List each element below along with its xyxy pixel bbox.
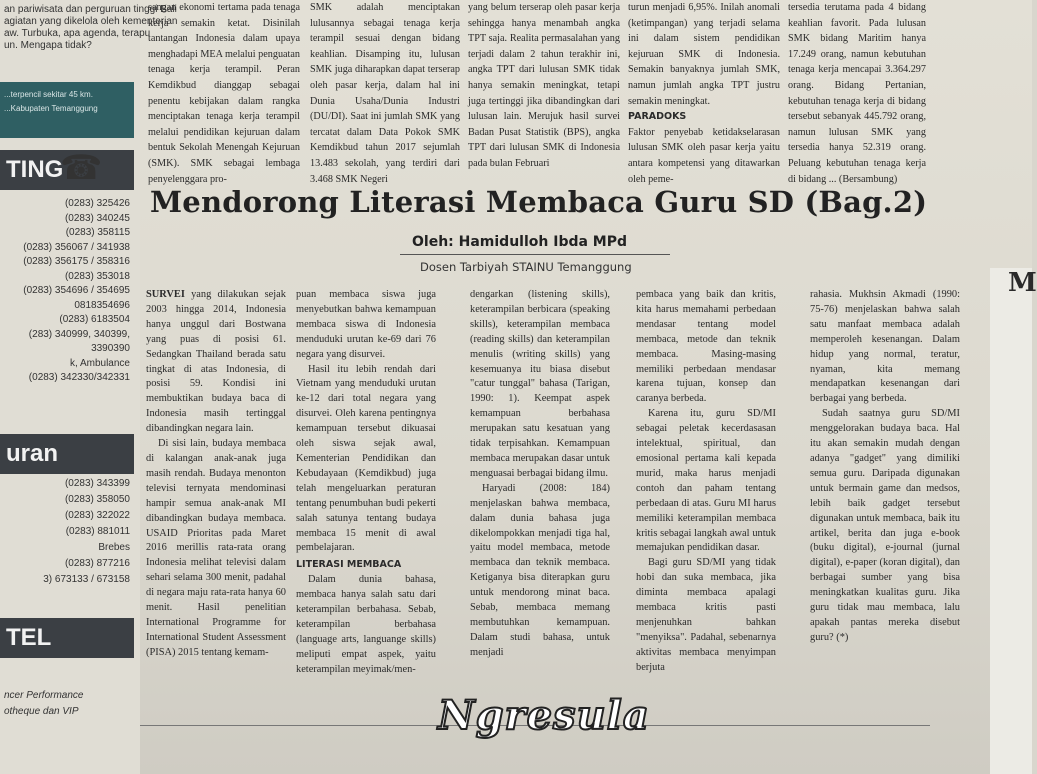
phone-number: Brebes	[98, 542, 130, 553]
paragraph-text: yang dilakukan sejak 2003 hingga 2014, Indonesia hanya unggul dari Bostwana yang puas di posisi 61. Sedangkan Thailand berada satu tingkat di atas Indonesia, di posisi 59. Kondisi ini membuktikan budaya baca di Indonesia masih tertinggal dibandingkan negara lain.	[146, 289, 286, 435]
section-band-tel: TEL	[0, 618, 134, 658]
strip-text: sangan ekonomi tertama pada tenaga kerja semakin ketat. Disinilah tantangan Indonesia dalam upaya menghadapi MEA melalui penguatan tenaga kerja terampil. Peran Kemdikbud dianggap sebagai penentu kebijakan dalam rangka menciptakan tenaga kerja terampil melalui pendidikan kejuruan dalam bentuk Sekolah Menengah Kejuruan (SMK). SMK sebagai lembaga penyelenggara pro-	[148, 2, 300, 185]
phone-number: (0283) 342330/342331	[28, 372, 130, 383]
article-headline: Mendorong Literasi Membaca Guru SD (Bag.2)	[150, 185, 928, 219]
article-column-5	[810, 288, 960, 646]
phone-number: 0818354696	[74, 299, 130, 311]
phone-number: (0283) 354696 / 354695	[23, 285, 130, 296]
article-column-4	[636, 288, 776, 676]
phone-number: (0283) 343399	[64, 478, 130, 489]
phone-number: (0283) 358050	[64, 494, 130, 505]
ad-line: an pariwisata dan perguruan tinggi Bali	[4, 4, 177, 15]
phone-number: (0283) 877216	[64, 558, 130, 569]
article-paragraph: Karena itu, guru SD/MI sebagai peletak kecerdasasan intelektual, spiritual, dan emosional pertama kali kepada murid, maka harus menjadi contoh dan paham tentang perbedaan di atas. Guru MI harus memiliki keterampilan membaca kritis sebagai langkah awal untuk memajukan pendidikan dasar.	[636, 408, 776, 554]
phone-number: (0283) 322022	[64, 510, 130, 521]
section-band-uran: uran	[0, 434, 134, 474]
right-edge-page	[990, 268, 1032, 774]
article-paragraph: Bagi guru SD/MI yang tidak hobi dan suka membaca, jika diminta membaca apalagi membaca kritis pasti menjenuhkan bahkan "menyiksa". Padahal, sebenarnya aktivitas membaca menyimpan berjuta	[636, 557, 776, 673]
ad-line: ...terpencil sekitar 45 km.	[4, 90, 93, 99]
right-edge-letter: M	[1008, 268, 1037, 298]
ad-line: agiatan yang dikelola oleh kementerian	[4, 16, 178, 27]
article-paragraph: Di sisi lain, budaya membaca di kalangan anak-anak juga masih rendah. Budaya menonton televisi ternyata mendominasi hampir semua anak-anak MI dibandingkan budaya membaca. USAID Prioritas pada Maret 2016 merillis rata-rata orang Indonesia melihat televisi dalam sehari selama 300 menit, padahal di negara maju rata-rata hanya 60 menit. Hasil penelitian International Programme for International Student Assessment (PISA) 2015 tentang kemam-	[146, 438, 286, 658]
section-subheading: LITERASI MEMBACA	[296, 559, 402, 571]
ad-line: ncer Performance	[4, 690, 84, 701]
article-column-1	[146, 288, 286, 661]
phone-number: (0283) 356067 / 341938	[23, 241, 130, 253]
article-paragraph: dengarkan (listening skills), keterampilan berbicara (speaking skills), keterampilan membaca (reading skills) dan keterampilan menulis (writing skills) yang kesemuanya itu biasa disebut "catur tunggal" bahasa (Tarigan, 1990: 1). Keempat aspek kemampuan berbahasa merupakan satu kesatuan yang tidak terpisahkan. Kemampuan membaca merupakan dasar untuk menguasai berbagai bidang ilmu.	[470, 289, 610, 479]
strip-column-1	[148, 0, 300, 187]
previous-article-strip	[140, 0, 1032, 185]
article-paragraph	[146, 288, 286, 437]
lead-word: SURVEI	[146, 289, 185, 300]
phone-number: k, Ambulance	[69, 357, 130, 369]
teal-ad-box	[0, 82, 134, 138]
strip-text: yang belum terserap oleh pasar kerja sehingga hanya menambah angka TPT saja. Realita permasalahan yang terjadi dalam 2 tahun terakhir ini, angka TPT dari lulusan SMK tidak hanya semakin meningkat, tetapi juga tertinggi jika dibandingkan dari lulusan lain. Merujuk hasil survei Badan Pusat Statistik (BPS), angka TPT dari lulusan SMK di Indonesia pada bulan Februari	[468, 2, 620, 169]
strip-column-3	[468, 0, 620, 172]
article-paragraph: pembaca yang baik dan kritis, kita harus memahami perbedaan mendasar tentang model membaca, metode dan teknik membaca. Masing-masing memiliki perbedaan mendasar karena tujuan, konsep dan caranya berbeda.	[636, 289, 776, 405]
section-band-ting: TING	[0, 150, 134, 190]
phone-number: (0283) 325426	[64, 198, 130, 209]
strip-text: SMK adalah menciptakan lulusannya sebagai tenaga kerja terampil sesuai dengan bidang keahlian. Disamping itu, lulusan SMK juga diharapkan dapat terserap oleh pasar kerja, dalam hal ini Dunia Usaha/Dunia Industri (DU/DI). Saat ini jumlah SMK yang tercatat dalam Data Pokok SMK Kemdikbud tahun 2017 sejumlah 13.483 sekolah, yang terdiri dari 3.468 SMK Negeri	[310, 2, 460, 185]
article-column-3	[470, 288, 610, 661]
byline-rule	[400, 254, 670, 255]
phone-number: (0283) 358115	[65, 227, 130, 238]
strip-column-5	[788, 0, 926, 187]
ad-line: un. Mengapa tidak?	[4, 40, 92, 51]
article-paragraph: rahasia. Mukhsin Akmadi (1990: 75-76) menjelaskan bahwa salah satu manfaat membaca adalah memperoleh kesenangan. Dalam hidup yang normal, teratur, nyaman, kita memang mendapatkan kesenangan dari berbagai yang berbeda.	[810, 289, 960, 405]
article-paragraph: Haryadi (2008: 184) menjelaskan bahwa membaca, dalam dunia bahasa juga dikelompokkan menjadi tiga hal, yaitu model membaca, metode membaca dan teknik membaca. Ketiganya bisa diterapkan guru untuk mendorong minat baca. Sebab, membaca memang membutuhkan kemampuan. Dalam studi bahasa, untuk menjadi	[470, 482, 610, 658]
phone-number: (0283) 881011	[65, 526, 130, 537]
rubric-logo: Ngresula	[438, 692, 650, 739]
phone-number: (0283) 353018	[64, 270, 130, 282]
author-affiliation: Dosen Tarbiyah STAINU Temanggung	[420, 260, 632, 274]
phone-number: (0283) 340245	[64, 212, 130, 224]
article-byline: Oleh: Hamidulloh Ibda MPd	[412, 234, 628, 250]
ad-line: ...Kabupaten Temanggung	[4, 104, 98, 113]
strip-text: tersedia terutama pada 4 bidang keahlian favorit. Pada lulusan SMK bidang Maritim hanya 17.249 orang, namun kebutuhan tenaga kerja mencapai 3.364.297 orang. Bidang Pertanian, kebutuhan tenaga kerja di bidang tersebut sebanyak 445.792 orang, namun lulusan SMK yang tersedia hanya 52.319 orang. Peluang kebutuhan tenaga kerja di bidang ... (Bersambung)	[788, 2, 926, 185]
telephone-icon: ☎	[60, 150, 103, 187]
strip-subheading: PARADOKS	[628, 111, 687, 123]
phone-number: 3) 673133 / 673158	[43, 574, 130, 585]
article-column-2	[296, 288, 436, 678]
strip-text: Faktor penyebab ketidakselarasan lulusan SMK oleh pasar kerja yaitu antara kompetensi yang ditawarkan oleh peme-	[628, 126, 780, 185]
ad-line: aw. Turbuka, apa agenda, terapu	[4, 28, 151, 39]
article-paragraph: Sudah saatnya guru SD/MI menggelorakan budaya baca. Hal itu akan semakin mudah dengan adanya "gadget" yang dimiliki semua guru. Daripada digunakan untuk bermain game dan medsos, lebih baik gadget tersebut digunakan untuk membaca, baik itu artikel, berita dan juga e-book (buku digital), e-journal (jurnal digital), e-paper (koran digital), dan berbagai sumber yang bisa meningkatkan kualitas guru. Jika guru tidak mau membaca, lalu apakah pantas mereka disebut guru? (*)	[810, 408, 960, 643]
phone-number: (0283) 6183504	[59, 314, 130, 325]
phone-number: (0283) 356175 / 358316	[23, 256, 130, 267]
phone-number: 3390390	[91, 343, 130, 354]
strip-text: turun menjadi 6,95%. Inilah anomali (ketimpangan) yang terjadi selama ini dalam sistem pendidikan kejuruan SMK di Indonesia. Semakin banyaknya jumlah SMK, namun jumlah angka TPT justru semakin meningkat.	[628, 2, 780, 107]
article-paragraph: puan membaca siswa juga menyebutkan bahwa kemampuan membaca siswa di Indonesia menduduki urutan ke-69 dari 76 negara yang disurvei.	[296, 289, 436, 360]
article-paragraph: Hasil itu lebih rendah dari Vietnam yang menduduki urutan ke-12 dari total negara yang disurvei. Oleh karena pentingnya kemampuan tersebut dikuasai oleh siswa sejak awal, Kementerian Pendidikan dan Kebudayaan (Kemdikbud) juga telah mengeluarkan peraturan tentang penumbuhan budi pekerti salah satunya tentang budaya membaca 15 menit di awal pembelajaran.	[296, 363, 436, 554]
article-paragraph: Dalam dunia bahasa, membaca hanya salah satu dari keterampilan berbahasa. Sebab, keterampilan berbahasa (language arts, languange skills) meliputi empat aspek, yaitu keterampilan meyimak/men-	[296, 574, 436, 675]
strip-column-2	[310, 0, 460, 187]
strip-column-4	[628, 0, 780, 187]
ad-line: otheque dan VIP	[4, 706, 79, 717]
phone-number: (283) 340999, 340399,	[28, 328, 130, 340]
